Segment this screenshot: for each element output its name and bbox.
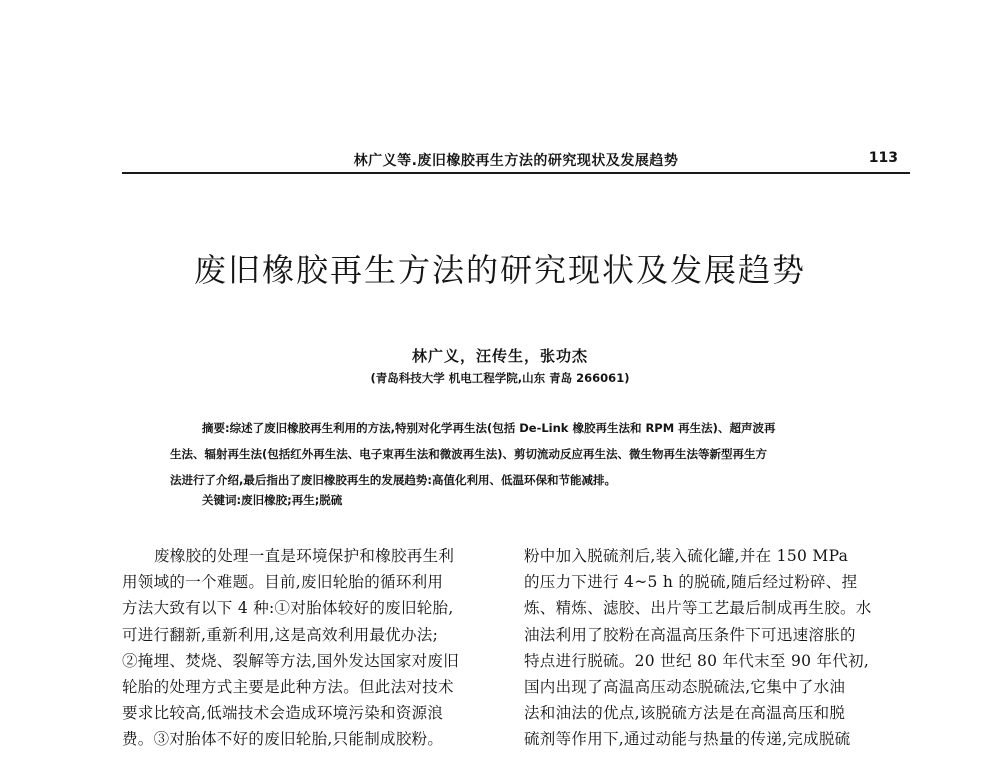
abstract-line: 生法、辐射再生法(包括红外再生法、电子束再生法和微波再生法)、剪切流动反应再生法、微生物再生法等新型再生方: [170, 447, 768, 461]
body-line: 特点进行脱硫。20 世纪 80 年代末至 90 年代初,: [524, 651, 870, 670]
body-line: 油法利用了胶粉在高温高压条件下可迅速溶胀的: [524, 625, 856, 644]
body-line: 方法大致有以下 4 种:①对胎体较好的废旧轮胎,: [122, 599, 454, 618]
body-line: 粉中加入脱硫剂后,装入硫化罐,并在 150 MPa: [524, 547, 849, 565]
body-line: 法和油法的优点,该脱硫方法是在高温高压和脱: [524, 704, 846, 723]
page-number: 113: [868, 150, 898, 166]
abstract: [170, 415, 850, 493]
body-right-column: [524, 543, 904, 753]
body-line: 国内出现了高温高压动态脱硫法,它集中了水油: [524, 677, 846, 696]
abstract-line: 摘要:综述了废旧橡胶再生利用的方法,特别对化学再生法(包括 De-Link 橡胶再生法和 RPM 再生法)、超声波再: [202, 421, 776, 435]
body-line: ②掩埋、焚烧、裂解等方法,国外发达国家对废旧: [122, 651, 460, 670]
paper-title: 废旧橡胶再生方法的研究现状及发展趋势: [193, 251, 806, 289]
body-line: 硫剂等作用下,通过动能与热量的传递,完成脱硫: [524, 730, 851, 749]
body-line: 用领域的一个难题。目前,废旧轮胎的循环利用: [122, 573, 444, 592]
authors: 林广义，汪传生，张功杰: [411, 347, 588, 365]
running-head-title: 林广义等.废旧橡胶再生方法的研究现状及发展趋势: [353, 153, 679, 169]
body-left-column: [122, 543, 492, 753]
abstract-line: 法进行了介绍,最后指出了废旧橡胶再生的发展趋势:高值化利用、低温环保和节能减排。: [170, 473, 616, 487]
body-line: 废橡胶的处理一直是环境保护和橡胶再生利: [154, 547, 455, 565]
body-line: 要求比较高,低端技术会造成环境污染和资源浪: [122, 704, 444, 723]
body-line: 可进行翻新,重新利用,这是高效利用最优办法;: [122, 625, 439, 644]
affiliation: (青岛科技大学 机电工程学院,山东 青岛 266061): [370, 371, 630, 385]
body-line: 的压力下进行 4~5 h 的脱硫,随后经过粉碎、捏: [524, 573, 858, 592]
body-line: 轮胎的处理方式主要是此种方法。但此法对技术: [122, 677, 454, 696]
body-line: 费。③对胎体不好的废旧轮胎,只能制成胶粉。: [122, 730, 444, 749]
body-line: 炼、精炼、滤胶、出片等工艺最后制成再生胶。水: [524, 599, 872, 618]
keywords: 关键词:废旧橡胶;再生;脱硫: [202, 493, 343, 507]
running-head: [122, 146, 910, 174]
